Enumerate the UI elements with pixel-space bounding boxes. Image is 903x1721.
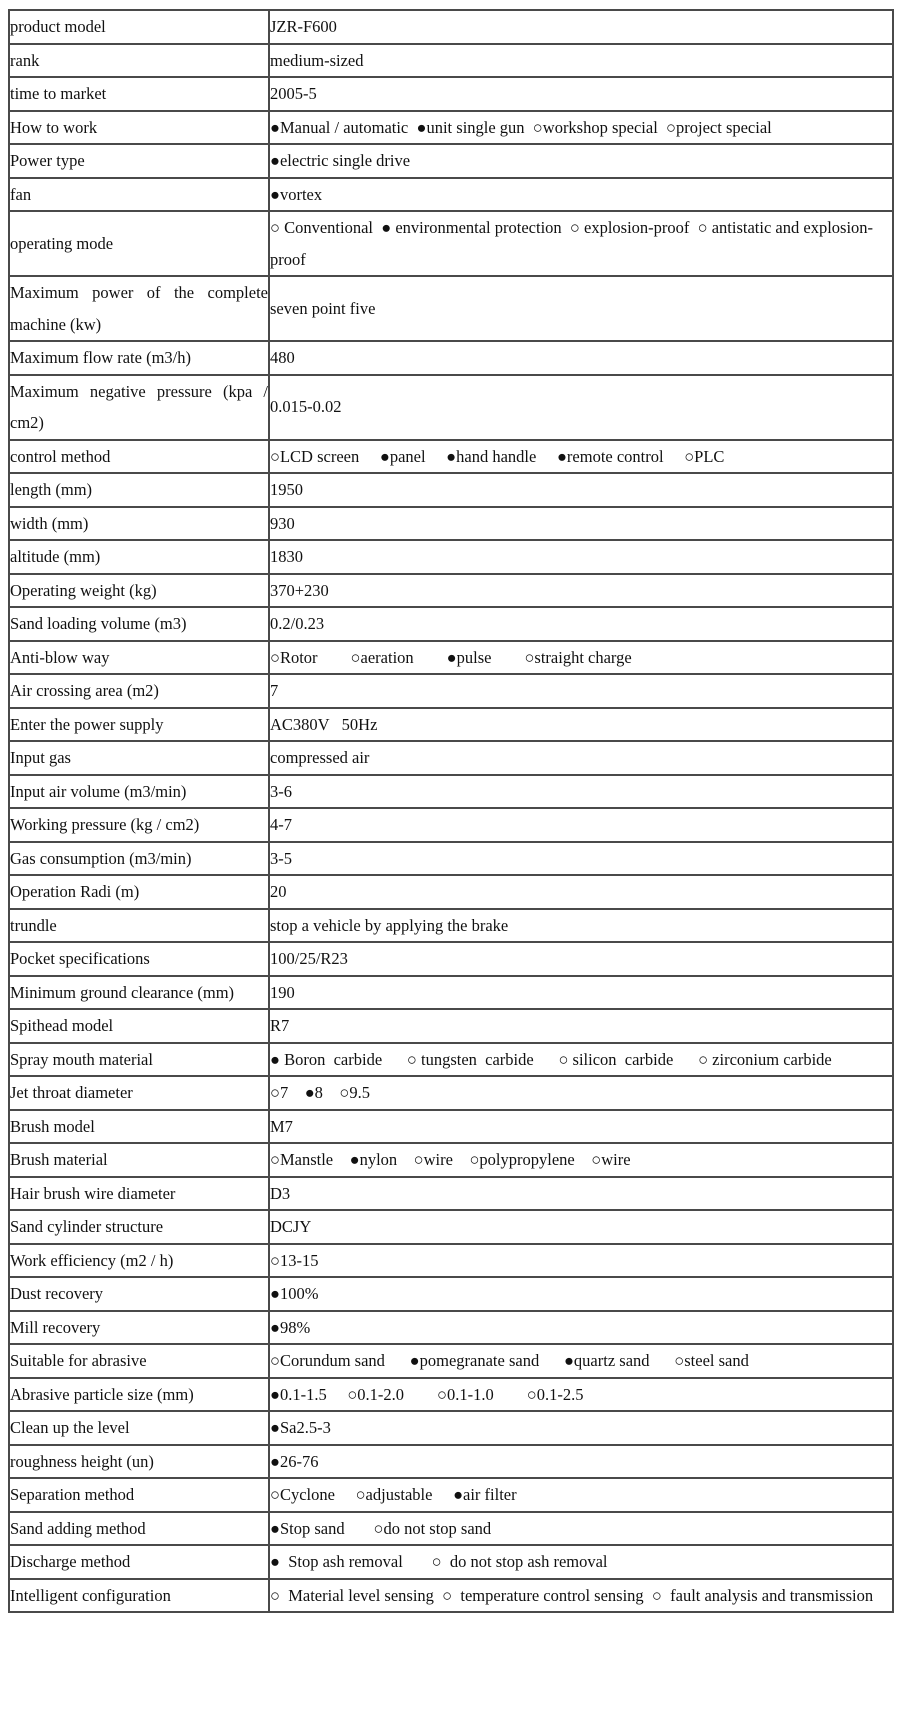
spec-label: width (mm) xyxy=(9,507,269,541)
spec-row xyxy=(9,1512,893,1546)
spec-row xyxy=(9,842,893,876)
spec-label: product model xyxy=(9,10,269,44)
spec-value: medium-sized xyxy=(269,44,893,78)
spec-row xyxy=(9,77,893,111)
spec-row xyxy=(9,1009,893,1043)
spec-label: Enter the power supply xyxy=(9,708,269,742)
spec-label: Mill recovery xyxy=(9,1311,269,1345)
spec-row xyxy=(9,641,893,675)
spec-value: 1830 xyxy=(269,540,893,574)
spec-label: trundle xyxy=(9,909,269,943)
spec-label: How to work xyxy=(9,111,269,145)
spec-row xyxy=(9,942,893,976)
spec-value: ○Corundum sand ●pomegranate sand ●quartz sand ○steel sand xyxy=(269,1344,893,1378)
spec-value: ○Manstle ●nylon ○wire ○polypropylene ○wire xyxy=(269,1143,893,1177)
spec-value: ○ Conventional ● environmental protection ○ explosion-proof ○ antistatic and explosion-proof xyxy=(269,211,893,276)
spec-value: 1950 xyxy=(269,473,893,507)
spec-label: Sand loading volume (m3) xyxy=(9,607,269,641)
spec-label: Pocket specifications xyxy=(9,942,269,976)
spec-label: Maximum negative pressure (kpa / cm2) xyxy=(9,375,269,440)
spec-label: fan xyxy=(9,178,269,212)
spec-row xyxy=(9,775,893,809)
spec-value: ○7 ●8 ○9.5 xyxy=(269,1076,893,1110)
spec-label: Hair brush wire diameter xyxy=(9,1177,269,1211)
spec-row xyxy=(9,10,893,44)
spec-table-body xyxy=(9,10,893,1612)
product-spec-table xyxy=(8,9,894,1613)
spec-row xyxy=(9,211,893,276)
spec-row xyxy=(9,44,893,78)
spec-value: AC380V 50Hz xyxy=(269,708,893,742)
spec-label: Input gas xyxy=(9,741,269,775)
spec-value: R7 xyxy=(269,1009,893,1043)
spec-value: ○ Material level sensing ○ temperature control sensing ○ fault analysis and transmission xyxy=(269,1579,893,1613)
spec-label: Maximum flow rate (m3/h) xyxy=(9,341,269,375)
spec-value: 480 xyxy=(269,341,893,375)
spec-row xyxy=(9,1344,893,1378)
spec-value: ●Sa2.5-3 xyxy=(269,1411,893,1445)
spec-row xyxy=(9,1579,893,1613)
spec-value: 370+230 xyxy=(269,574,893,608)
spec-row xyxy=(9,1177,893,1211)
spec-row xyxy=(9,1210,893,1244)
spec-label: Input air volume (m3/min) xyxy=(9,775,269,809)
spec-value: ●Manual / automatic ●unit single gun ○workshop special ○project special xyxy=(269,111,893,145)
spec-row xyxy=(9,1244,893,1278)
spec-row xyxy=(9,909,893,943)
spec-value: JZR-F600 xyxy=(269,10,893,44)
spec-label: Power type xyxy=(9,144,269,178)
spec-value: seven point five xyxy=(269,276,893,341)
spec-value: ○13-15 xyxy=(269,1244,893,1278)
spec-value: D3 xyxy=(269,1177,893,1211)
spec-row xyxy=(9,1110,893,1144)
spec-row xyxy=(9,1378,893,1412)
spec-value: ○Rotor ○aeration ●pulse ○straight charge xyxy=(269,641,893,675)
spec-label: rank xyxy=(9,44,269,78)
spec-label: time to market xyxy=(9,77,269,111)
spec-value: ●Stop sand ○do not stop sand xyxy=(269,1512,893,1546)
spec-row xyxy=(9,1411,893,1445)
spec-label: Clean up the level xyxy=(9,1411,269,1445)
spec-label: Brush material xyxy=(9,1143,269,1177)
spec-label: Jet throat diameter xyxy=(9,1076,269,1110)
spec-value: DCJY xyxy=(269,1210,893,1244)
spec-row xyxy=(9,808,893,842)
spec-label: operating mode xyxy=(9,211,269,276)
spec-value: 7 xyxy=(269,674,893,708)
spec-row xyxy=(9,144,893,178)
spec-value: 190 xyxy=(269,976,893,1010)
spec-label: Suitable for abrasive xyxy=(9,1344,269,1378)
spec-label: Spray mouth material xyxy=(9,1043,269,1077)
spec-row xyxy=(9,976,893,1010)
spec-value: 0.015-0.02 xyxy=(269,375,893,440)
spec-row xyxy=(9,341,893,375)
spec-row xyxy=(9,1143,893,1177)
spec-label: roughness height (un) xyxy=(9,1445,269,1479)
spec-row xyxy=(9,540,893,574)
spec-label: Discharge method xyxy=(9,1545,269,1579)
spec-row xyxy=(9,1043,893,1077)
spec-row xyxy=(9,674,893,708)
spec-row xyxy=(9,473,893,507)
spec-label: Minimum ground clearance (mm) xyxy=(9,976,269,1010)
spec-label: Abrasive particle size (mm) xyxy=(9,1378,269,1412)
spec-row xyxy=(9,440,893,474)
spec-row xyxy=(9,1545,893,1579)
spec-value: 3-6 xyxy=(269,775,893,809)
spec-row xyxy=(9,276,893,341)
spec-value: ●electric single drive xyxy=(269,144,893,178)
spec-value: 100/25/R23 xyxy=(269,942,893,976)
spec-value: 0.2/0.23 xyxy=(269,607,893,641)
spec-row xyxy=(9,607,893,641)
spec-label: Operation Radi (m) xyxy=(9,875,269,909)
spec-label: Sand cylinder structure xyxy=(9,1210,269,1244)
spec-row xyxy=(9,1478,893,1512)
spec-row xyxy=(9,1277,893,1311)
spec-row xyxy=(9,574,893,608)
spec-row xyxy=(9,741,893,775)
spec-label: Operating weight (kg) xyxy=(9,574,269,608)
spec-value: 4-7 xyxy=(269,808,893,842)
spec-label: control method xyxy=(9,440,269,474)
spec-value: ○LCD screen ●panel ●hand handle ●remote control ○PLC xyxy=(269,440,893,474)
spec-row xyxy=(9,875,893,909)
spec-value: 930 xyxy=(269,507,893,541)
spec-value: ○Cyclone ○adjustable ●air filter xyxy=(269,1478,893,1512)
spec-label: Dust recovery xyxy=(9,1277,269,1311)
spec-row xyxy=(9,1311,893,1345)
spec-row xyxy=(9,1445,893,1479)
spec-row xyxy=(9,111,893,145)
spec-value: ●0.1-1.5 ○0.1-2.0 ○0.1-1.0 ○0.1-2.5 xyxy=(269,1378,893,1412)
spec-value: M7 xyxy=(269,1110,893,1144)
spec-label: length (mm) xyxy=(9,473,269,507)
spec-row xyxy=(9,178,893,212)
spec-value: ● Stop ash removal ○ do not stop ash removal xyxy=(269,1545,893,1579)
spec-label: Gas consumption (m3/min) xyxy=(9,842,269,876)
spec-label: Air crossing area (m2) xyxy=(9,674,269,708)
spec-value: ●26-76 xyxy=(269,1445,893,1479)
spec-row xyxy=(9,507,893,541)
spec-value: ●vortex xyxy=(269,178,893,212)
spec-label: Sand adding method xyxy=(9,1512,269,1546)
spec-value: ●100% xyxy=(269,1277,893,1311)
spec-label: Spithead model xyxy=(9,1009,269,1043)
spec-label: Maximum power of the complete machine (kw) xyxy=(9,276,269,341)
spec-value: 3-5 xyxy=(269,842,893,876)
spec-row xyxy=(9,375,893,440)
spec-label: Work efficiency (m2 / h) xyxy=(9,1244,269,1278)
spec-value: stop a vehicle by applying the brake xyxy=(269,909,893,943)
spec-value: ● Boron carbide ○ tungsten carbide ○ silicon carbide ○ zirconium carbide xyxy=(269,1043,893,1077)
spec-label: Intelligent configuration xyxy=(9,1579,269,1613)
spec-value: 20 xyxy=(269,875,893,909)
spec-label: Separation method xyxy=(9,1478,269,1512)
spec-value: ●98% xyxy=(269,1311,893,1345)
spec-value: compressed air xyxy=(269,741,893,775)
spec-label: Anti-blow way xyxy=(9,641,269,675)
spec-row xyxy=(9,1076,893,1110)
spec-value: 2005-5 xyxy=(269,77,893,111)
spec-label: Working pressure (kg / cm2) xyxy=(9,808,269,842)
spec-row xyxy=(9,708,893,742)
spec-label: Brush model xyxy=(9,1110,269,1144)
spec-label: altitude (mm) xyxy=(9,540,269,574)
